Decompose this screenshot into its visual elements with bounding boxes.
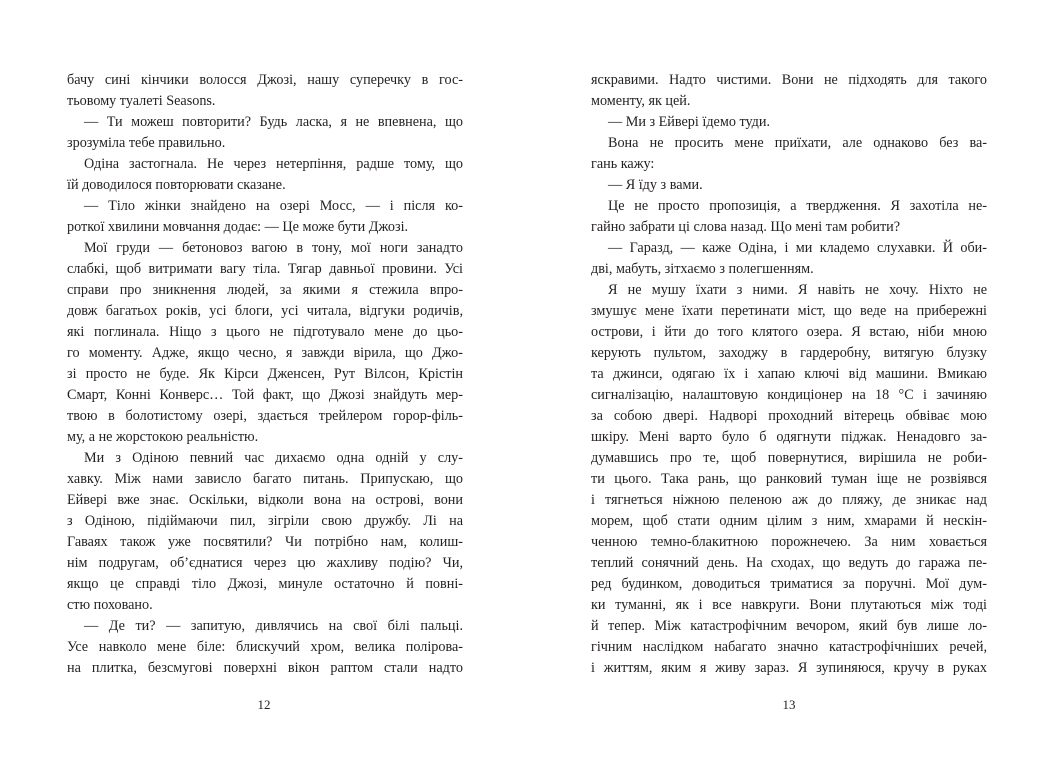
- page-right: [591, 70, 987, 679]
- text-line: нім подругам, об’єднатися через цю жахливу подію? Чи,: [67, 555, 463, 571]
- text-line: і тягнеться ніжною пеленою аж до пляжу, де зникає над: [591, 492, 987, 508]
- text-line: думавшись про те, щоб повернутися, вирішила не роби-: [591, 450, 987, 466]
- text-line: — Ми з Ейвері їдемо туди.: [608, 114, 771, 130]
- text-line: Смарт, Конні Конверс… Той факт, що Джозі знайдуть мер-: [67, 387, 463, 403]
- text-line: морем, щоб стати одним цілим з ним, хмарами й нескін-: [591, 513, 987, 529]
- text-line: дві, мабуть, зітхаємо з полегшенням.: [591, 261, 814, 277]
- text-line: якщо це справді тіло Джозі, минуле остаточно й повні-: [67, 576, 463, 592]
- text-line: теплий сонячний день. На сходах, що ведуть до гаража пе-: [591, 555, 987, 571]
- text-line: ред будинком, доводиться триматися за поручні. Мої дум-: [591, 576, 987, 592]
- text-line: справи про зникнення людей, за якими я стежила впро-: [67, 282, 463, 298]
- text-line: керують пультом, заходжу в гардеробну, витягую блузку: [591, 345, 987, 361]
- text-line: тьовому туалеті Seasons.: [67, 93, 216, 109]
- page-left: [67, 70, 463, 679]
- text-line: Вона не просить мене приїхати, але однаково без ва-: [608, 135, 987, 151]
- text-line: Це не просто пропозиція, а твердження. Я захотіла не-: [608, 198, 987, 214]
- text-line: Одіна застогнала. Не через нетерпіння, радше тому, що: [84, 156, 463, 172]
- text-line: гічним наслідком набагато значно катастрофічніших речей,: [591, 639, 987, 655]
- text-line: яскравими. Надто чистими. Вони не підходять для такого: [591, 72, 987, 88]
- text-line: — Гаразд, — каже Одіна, і ми кладемо слухавки. Й оби-: [608, 240, 987, 256]
- text-line: ки туманні, як і все навкруги. Вони плутаються між тоді: [591, 597, 987, 613]
- text-line: Ейвері вже знає. Оскільки, відколи вона на острові, вони: [67, 492, 463, 508]
- text-line: — Я їду з вами.: [608, 177, 703, 193]
- text-line: зрозуміла тебе правильно.: [67, 135, 226, 151]
- text-line: му, а не жорстокою реальністю.: [67, 429, 259, 445]
- text-line: Я не мушу їхати з ними. Я навіть не хочу. Ніхто не: [608, 282, 987, 298]
- text-line: їй доводилося повторювати сказане.: [67, 177, 286, 193]
- text-line: Усе навколо мене біле: блискучий хром, велика полірова-: [67, 639, 463, 655]
- text-line: й тепер. Між катастрофічним вечором, який був лише ло-: [591, 618, 987, 634]
- text-line: слабкі, щоб витримати вагу тіла. Тягар давньої провини. Усі: [67, 261, 463, 277]
- text-line: — Де ти? — запитую, дивлячись на свої білі пальці.: [84, 618, 463, 634]
- text-line: ченною темно-блакитною порожнечею. За ним ховається: [591, 534, 987, 550]
- text-line: змушує мене їхати перетинати міст, що веде на прибережні: [591, 303, 987, 319]
- text-line: хавку. Між нами зависло багато питань. Припускаю, що: [67, 471, 463, 487]
- text-line: довж багатьох років, усі блоги, усі читала, відгуки родичів,: [67, 303, 463, 319]
- text-line: Мої груди — бетоновоз вагою в тону, мої ноги занадто: [84, 240, 463, 256]
- text-line: гайно забрати ці слова назад. Що мені там робити?: [591, 219, 901, 235]
- text-line: — Тіло жінки знайдено на озері Мосс, — і після ко-: [84, 198, 463, 214]
- text-line: гань кажу:: [591, 156, 655, 172]
- text-line: з Одіною, підіймаючи пил, зігріли свою дружбу. Лі на: [67, 513, 463, 529]
- text-line: зі просто не буде. Як Кірси Дженсен, Рут Вілсон, Крістін: [67, 366, 463, 382]
- text-line: стю поховано.: [67, 597, 153, 613]
- text-line: за собою двері. Надворі проходний вітерець обвіває мою: [591, 408, 987, 424]
- text-line: моменту, як цей.: [591, 93, 691, 109]
- text-line: які поглинала. Ніщо з цього не підготувало мене до цьо-: [67, 324, 463, 340]
- text-line: го моменту. Адже, якщо чесно, я завжди вірила, що Джо-: [67, 345, 463, 361]
- page-number-left: 12: [257, 697, 271, 712]
- text-line: роткої хвилини мовчання додає: — Це може бути Джозі.: [67, 219, 409, 235]
- text-line: та джинси, одягаю їх і хапаю ключі від машини. Вмикаю: [591, 366, 987, 382]
- text-line: острови, і йти до того клятого озера. Я встаю, ніби мною: [591, 324, 987, 340]
- text-line: шкіру. Мені варто було б одягнути піджак. Ненадовго за-: [591, 429, 987, 445]
- page-number-right: 13: [782, 697, 796, 712]
- text-line: твою в болотистому озері, здається трейлером горор-філь-: [67, 408, 463, 424]
- text-line: і життям, яким я живу зараз. Я зупиняюся, кручу в руках: [591, 660, 987, 676]
- text-line: бачу сині кінчики волосся Джозі, нашу суперечку в гос-: [67, 72, 463, 88]
- text-line: Гаваях також уже посвятили? Чи потрібно нам, колиш-: [67, 534, 463, 550]
- text-line: ти цього. Така рань, що ранковий туман іще не розвіявся: [591, 471, 987, 487]
- text-line: сигналізацію, налаштовую кондиціонер на 18 °С і зачиняю: [591, 387, 987, 403]
- text-line: Ми з Одіною певний час дихаємо одна одній у слу-: [84, 450, 463, 466]
- text-line: на плитка, безсмугові поверхні вікон раптом стали надто: [67, 660, 463, 676]
- text-line: — Ти можеш повторити? Будь ласка, я не впевнена, що: [84, 114, 463, 130]
